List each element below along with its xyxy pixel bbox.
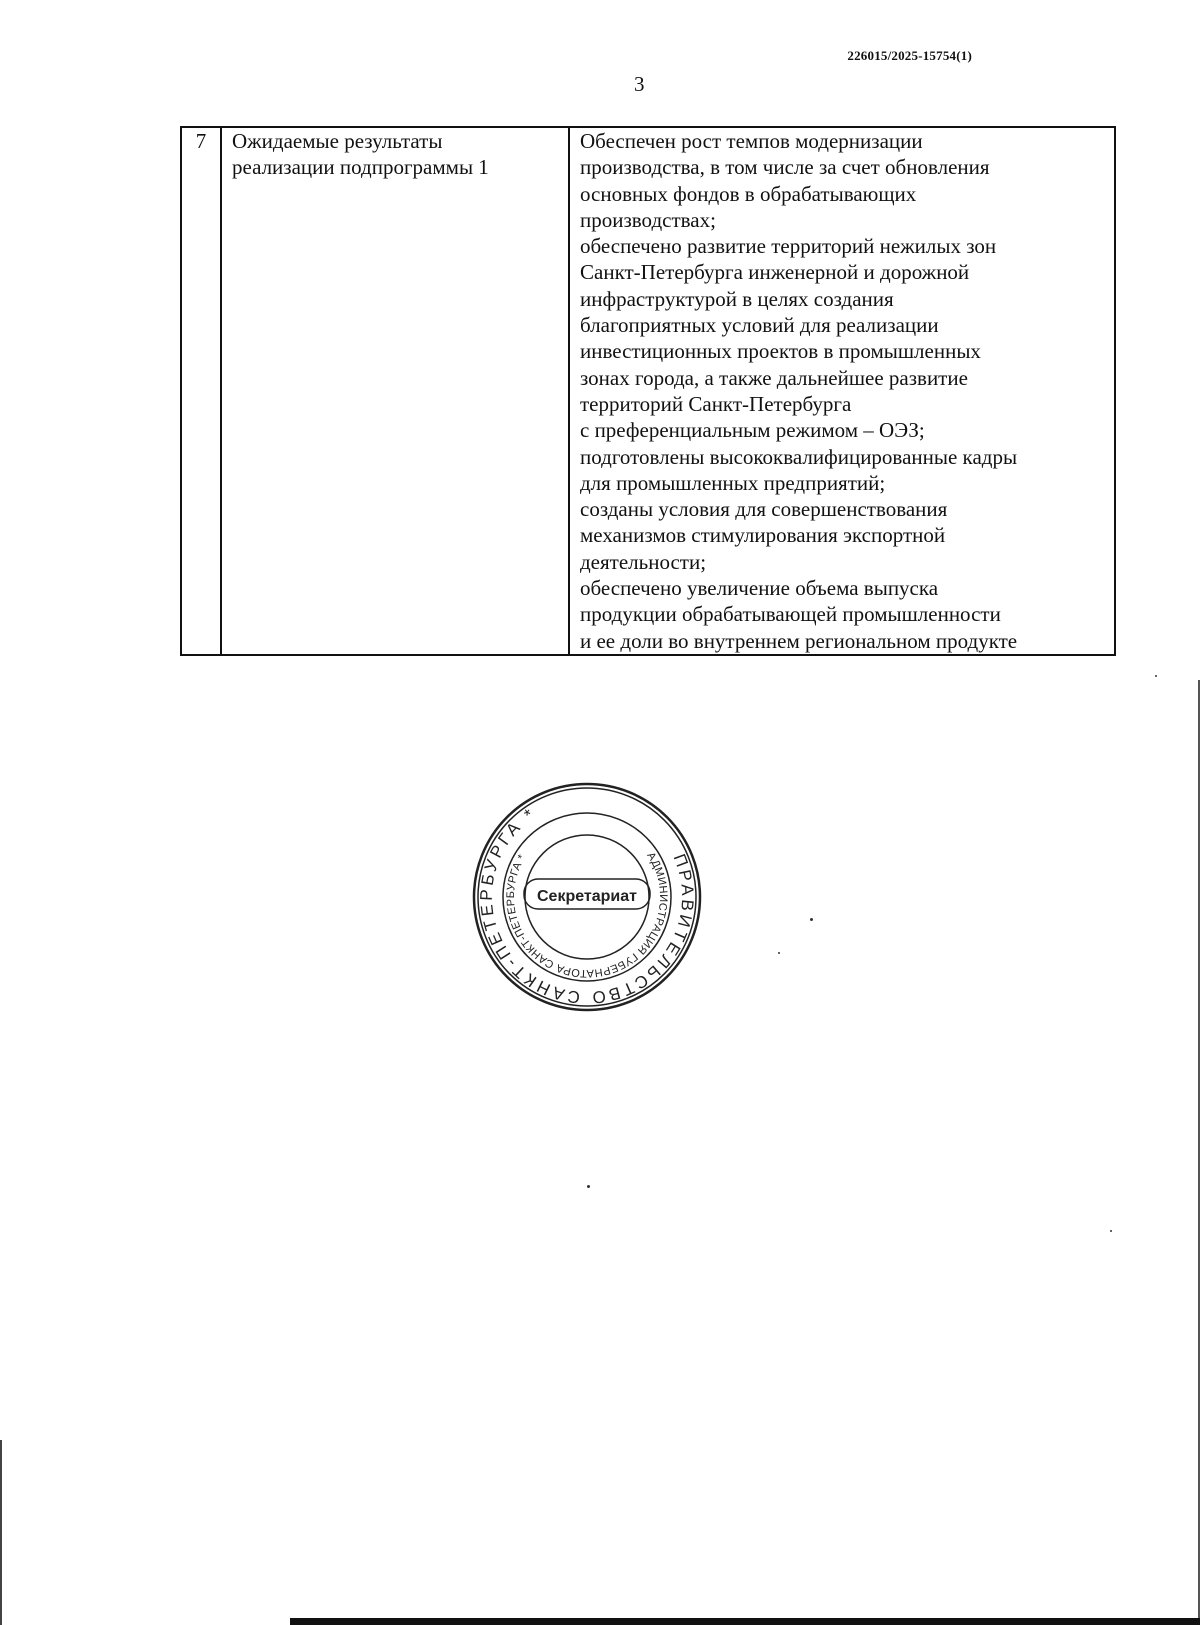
stamp-center-text: Секретариат [537, 888, 637, 905]
secretariat-stamp [470, 780, 704, 1014]
table-row [181, 127, 1115, 655]
scan-speck [1110, 1230, 1112, 1232]
page-number: 3 [634, 72, 645, 96]
description-line: инвестиционных проектов в промышленных [580, 339, 981, 364]
scan-speck [587, 1185, 590, 1188]
row-number-cell [181, 127, 221, 655]
description-line: основных фондов в обрабатывающих [580, 181, 917, 206]
description-line: Обеспечен рост темпов модернизации [580, 129, 923, 153]
description-line: зонах города, а также дальнейшее развитие [580, 365, 968, 390]
row-number: 7 [195, 129, 207, 153]
scan-speck [810, 918, 813, 921]
description-line: подготовлены высококвалифицированные кадры [580, 444, 1018, 469]
scan-edge-bottom [290, 1618, 1200, 1625]
row-description-cell [569, 127, 1115, 655]
description-line: инфраструктурой в целях создания [580, 286, 894, 311]
description-line: и ее доли во внутреннем региональном продукте [580, 628, 1018, 653]
description-line: для промышленных предприятий; [580, 470, 886, 495]
description-line: благоприятных условий для реализации [580, 313, 939, 338]
description-line: с преференциальным режимом – ОЭЗ; [580, 418, 925, 443]
results-table [180, 126, 1116, 656]
description-line: обеспечено увеличение объема выпуска [580, 576, 939, 601]
stamp-outer-text: ПРАВИТЕЛЬСТВО САНКТ-ПЕТЕРБУРГА * [476, 803, 698, 1008]
description-line: производствах; [580, 207, 716, 232]
row-name-cell [221, 127, 569, 655]
description-line: территорий Санкт-Петербурга [580, 391, 852, 416]
description-line: механизмов стимулирования экспортной [580, 523, 946, 548]
row-name-line: реализации подпрограммы 1 [232, 155, 489, 180]
document-id: 226015/2025-15754(1) [847, 48, 972, 63]
scan-speck [778, 952, 780, 954]
description-line: Санкт-Петербурга инженерной и дорожной [580, 260, 970, 285]
description-line: производства, в том числе за счет обновления [580, 155, 990, 180]
scan-speck [1155, 675, 1157, 677]
description-line: продукции обрабатывающей промышленности [580, 602, 1001, 627]
row-name-line: Ожидаемые результаты [232, 129, 443, 153]
description-line: обеспечено развитие территорий нежилых зон [580, 234, 997, 259]
scan-edge-left [0, 1440, 2, 1625]
stamp-inner-text: АДМИНИСТРАЦИЯ ГУБЕРНАТОРА САНКТ-ПЕТЕРБУРГА * [504, 850, 670, 980]
description-line: деятельности; [580, 549, 707, 574]
description-line: созданы условия для совершенствования [580, 497, 948, 522]
